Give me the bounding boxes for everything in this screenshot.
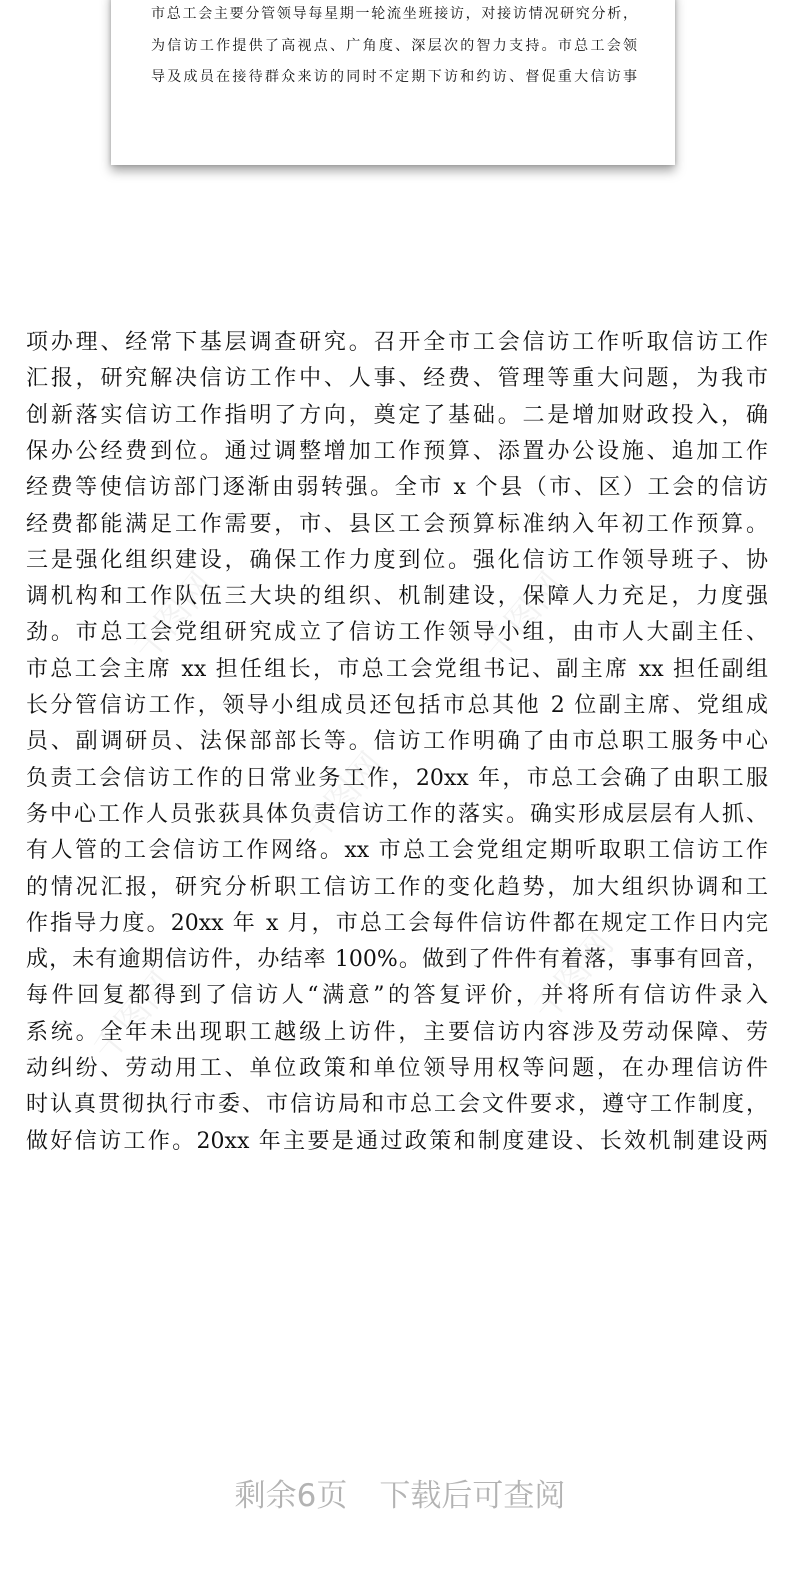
body-text-line: 三是强化组织建设，确保工作力度到位。强化信访工作领导班子、协 xyxy=(26,547,768,573)
body-text-line: 系统。全年未出现职工越级上访件，主要信访内容涉及劳动保障、劳 xyxy=(26,1019,768,1045)
card-text-line: 市总工会主要分管领导每星期一轮流坐班接访，对接访情况研究分析， xyxy=(151,6,637,22)
body-text-line: 务中心工作人员张荻具体负责信访工作的落实。确实形成层层有人抓、 xyxy=(26,801,768,827)
body-text-line: 做好信访工作。20xx 年主要是通过政策和制度建设、长效机制建设两 xyxy=(26,1128,768,1154)
body-text-line: 的情况汇报，研究分析职工信访工作的变化趋势，加大组织协调和工 xyxy=(26,874,768,900)
body-text-line: 动纠纷、劳动用工、单位政策和单位领导用权等问题，在办理信访件 xyxy=(26,1056,768,1081)
body-text-line: 保办公经费到位。通过调整增加工作预算、添置办公设施、追加工作 xyxy=(26,438,768,464)
body-text-line: 创新落实信访工作指明了方向，奠定了基础。二是增加财政投入，确 xyxy=(26,402,768,428)
body-text-line: 时认真贯彻执行市委、市信访局和市总工会文件要求，遵守工作制度， xyxy=(26,1092,768,1118)
body-text-line: 有人管的工会信访工作网络。xx 市总工会党组定期听取职工信访工作 xyxy=(26,838,768,864)
body-text-line: 负责工会信访工作的日常业务工作，20xx 年，市总工会确了由职工服 xyxy=(26,765,768,791)
watermark: 千图网 xyxy=(525,924,622,1029)
remaining-pages-label: 剩余6页 xyxy=(234,1478,348,1514)
watermark: 千图网 xyxy=(295,744,392,849)
body-text-line: 经费都能满足工作需要，市、县区工会预算标准纳入年初工作预算。 xyxy=(26,511,768,537)
watermark: 千图网 xyxy=(85,964,182,1069)
body-text-line: 成，未有逾期信访件，办结率 100%。做到了件件有着落，事事有回音， xyxy=(26,947,768,973)
card-text-line: 导及成员在接待群众来访的同时不定期下访和约访、督促重大信访事 xyxy=(151,69,637,85)
body-text-line: 长分管信访工作，领导小组成员还包括市总其他 2 位副主席、党组成 xyxy=(26,693,768,718)
watermark: 千图网 xyxy=(125,564,222,669)
body-text-line: 项办理、经常下基层调查研究。召开全市工会信访工作听取信访工作 xyxy=(26,330,768,355)
card-text-line: 为信访工作提供了高视点、广角度、深层次的智力支持。市总工会领 xyxy=(151,38,637,54)
watermark: 千图网 xyxy=(475,564,572,669)
download-prompt[interactable] xyxy=(0,1470,800,1515)
body-text-line: 市总工会主席 xx 担任组长，市总工会党组书记、副主席 xx 担任副组 xyxy=(26,656,768,682)
body-text-line: 劲。市总工会党组研究成立了信访工作领导小组，由市人大副主任、 xyxy=(26,620,768,646)
body-text-line: 每件回复都得到了信访人“满意”的答复评价，并将所有信访件录入 xyxy=(26,983,768,1009)
body-text-line: 作指导力度。20xx 年 x 月，市总工会每件信访件都在规定工作日内完 xyxy=(26,910,768,936)
download-hint-label[interactable]: 下载后可查阅 xyxy=(379,1478,566,1514)
body-text-line: 调机构和工作队伍三大块的组织、机制建设，保障人力充足，力度强 xyxy=(26,584,768,610)
body-text-line: 员、副调研员、法保部部长等。信访工作明确了由市总职工服务中心 xyxy=(26,729,768,755)
preview-page-card xyxy=(111,0,675,165)
body-text-line: 经费等使信访部门逐渐由弱转强。全市 x 个县（市、区）工会的信访 xyxy=(26,475,768,501)
body-text-line: 汇报，研究解决信访工作中、人事、经费、管理等重大问题，为我市 xyxy=(26,366,768,392)
